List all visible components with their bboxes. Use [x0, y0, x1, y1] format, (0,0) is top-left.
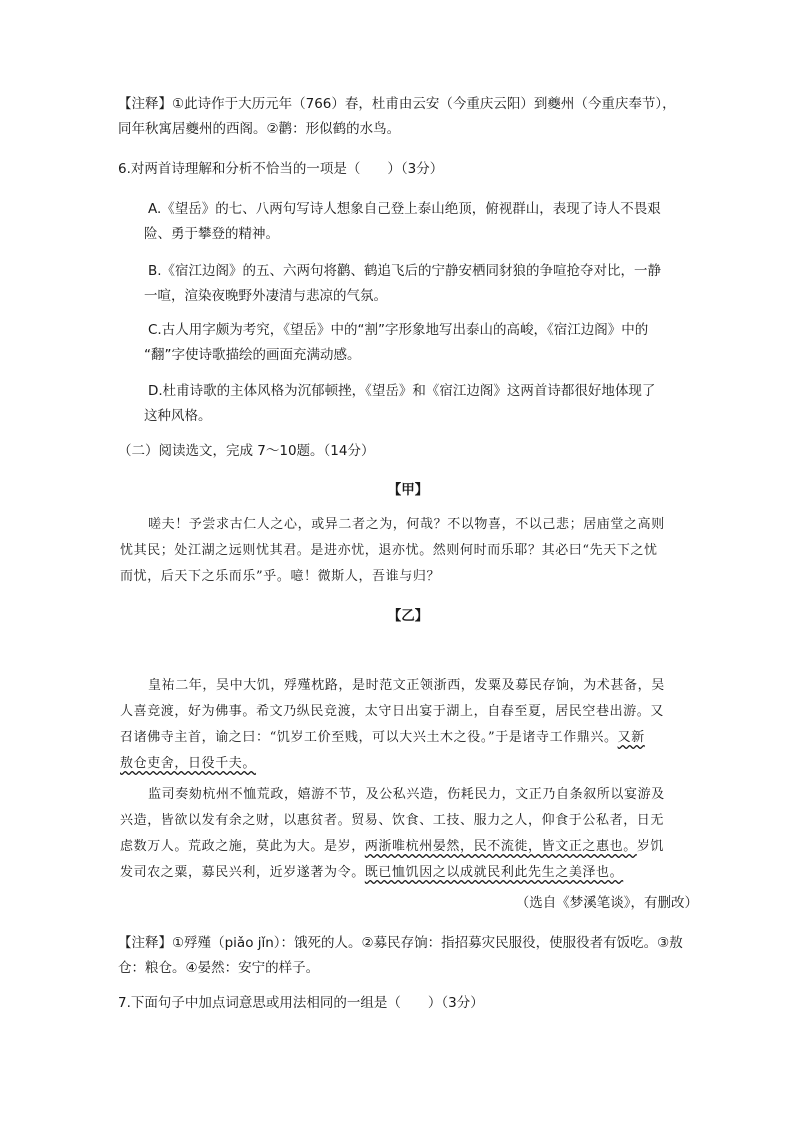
line-text: 虑数万人。荒政之施，莫此为大。是岁，: [120, 839, 365, 854]
passage-line: 皇祐二年，吴中大饥，殍殣枕路，是时范文正领浙西，发粟及募民存饷，为术甚备，吴: [148, 678, 665, 693]
passage-source: （选自《梦溪笔谈》，有删改）: [515, 895, 698, 911]
annotation-note-2: [118, 931, 698, 981]
q6-option-d: [144, 379, 700, 429]
passage-line: [120, 860, 698, 886]
option-line: A.《望岳》的七、八两句写诗人想象自己登上泰山绝顶，俯视群山，表现了诗人不畏艰: [148, 201, 661, 217]
line-text: 岁饥: [636, 839, 665, 854]
passage-line: [120, 725, 698, 751]
question-6-stem: 6.对两首诗理解和分析不恰当的一项是（ ）（3分）: [118, 161, 444, 177]
note-line: 【注释】①殍殣（piǎo jǐn）：饿死的人。②募民存饷：指招募灾民服役，使服役者有饭吃。③敖: [118, 935, 683, 951]
note-line: 仓：粮仓。④晏然：安宁的样子。: [118, 960, 320, 976]
note-line: 【注释】①此诗作于大历元年（766）春，杜甫由云安（今重庆云阳）到夔州（今重庆奉节），: [118, 96, 676, 112]
line-text: 召诸佛寺主首，谕之曰：“饥岁工价至贱，可以大兴土木之役。”于是诸寺工作鼎兴。: [120, 730, 618, 745]
option-line: D.杜甫诗歌的主体风格为沉郁顿挫，《望岳》和《宿江边阁》这两首诗都很好地体现了: [148, 383, 656, 399]
annotation-note-1: [118, 92, 698, 142]
passage-jia-title: 【甲】: [387, 482, 429, 498]
passage-line: [120, 751, 698, 777]
option-line: 险、勇于攀登的精神。: [144, 226, 279, 242]
option-line: 一喧，渲染夜晚野外凄清与悲凉的气氛。: [144, 288, 387, 304]
passage-yi-title: 【乙】: [387, 608, 429, 624]
option-line: C.古人用字颇为考究，《望岳》中的“割”字形象地写出泰山的高峻，《宿江边阁》中的: [148, 322, 649, 338]
note-line: 同年秋寓居夔州的西阁。②鹳：形似鹤的水鸟。: [118, 121, 401, 137]
underlined-phrase: 两浙唯杭州晏然，民不流徙，皆文正之惠也。: [364, 839, 637, 854]
passage-line: [120, 834, 698, 860]
passage-line: 兴造，皆欲以发有余之财，以惠贫者。贸易、饮食、工技、服力之人，仰食于公私者，日无: [120, 813, 665, 828]
passage-jia: [120, 512, 698, 590]
q6-option-c: [144, 318, 700, 368]
passage-line: 而忧，后天下之乐而乐”乎。噫！微斯人，吾谁与归？: [120, 569, 441, 584]
passage-yi-paragraph-2: [120, 782, 698, 886]
line-text: 发司农之粟，募民兴利，近岁遂著为令。: [120, 865, 365, 880]
passage-line: 忧其民；处江湖之远则忧其君。是进亦忧，退亦忧。然则何时而乐耶？其必曰“先天下之忧: [120, 543, 658, 558]
q6-option-b: [144, 259, 700, 309]
question-7-stem: 7.下面句子中加点词意思或用法相同的一组是（ ）（3分）: [118, 995, 484, 1011]
underlined-phrase: 敖仓吏舍，日役千夫。: [120, 756, 257, 771]
option-line: 这种风格。: [144, 408, 212, 424]
passage-line: 人喜竞渡，好为佛事。希文乃纵民竞渡，太守日出宴于湖上，自春至夏，居民空巷出游。又: [120, 704, 665, 719]
underlined-phrase: 又新: [617, 730, 645, 745]
option-line: B.《宿江边阁》的五、六两句将鹳、鹤追飞后的宁静安栖同豺狼的争喧抢夺对比，一静: [148, 263, 662, 279]
option-line: “翻”字使诗歌描绘的画面充满动感。: [144, 347, 361, 363]
section-2-heading: （二）阅读选文，完成 7～10题。（14分）: [118, 443, 375, 459]
passage-yi-paragraph-1: [120, 673, 698, 777]
passage-line: 嗟夫！予尝求古仁人之心，或异二者之为，何哉？不以物喜，不以己悲；居庙堂之高则: [148, 517, 665, 532]
underlined-phrase: 既已恤饥因之以成就民利此先生之美泽也。: [364, 865, 624, 880]
q6-option-a: [144, 197, 700, 247]
passage-line: 监司奏劾杭州不恤荒政，嬉游不节，及公私兴造，伤耗民力，文正乃自条叙所以宴游及: [148, 787, 665, 802]
